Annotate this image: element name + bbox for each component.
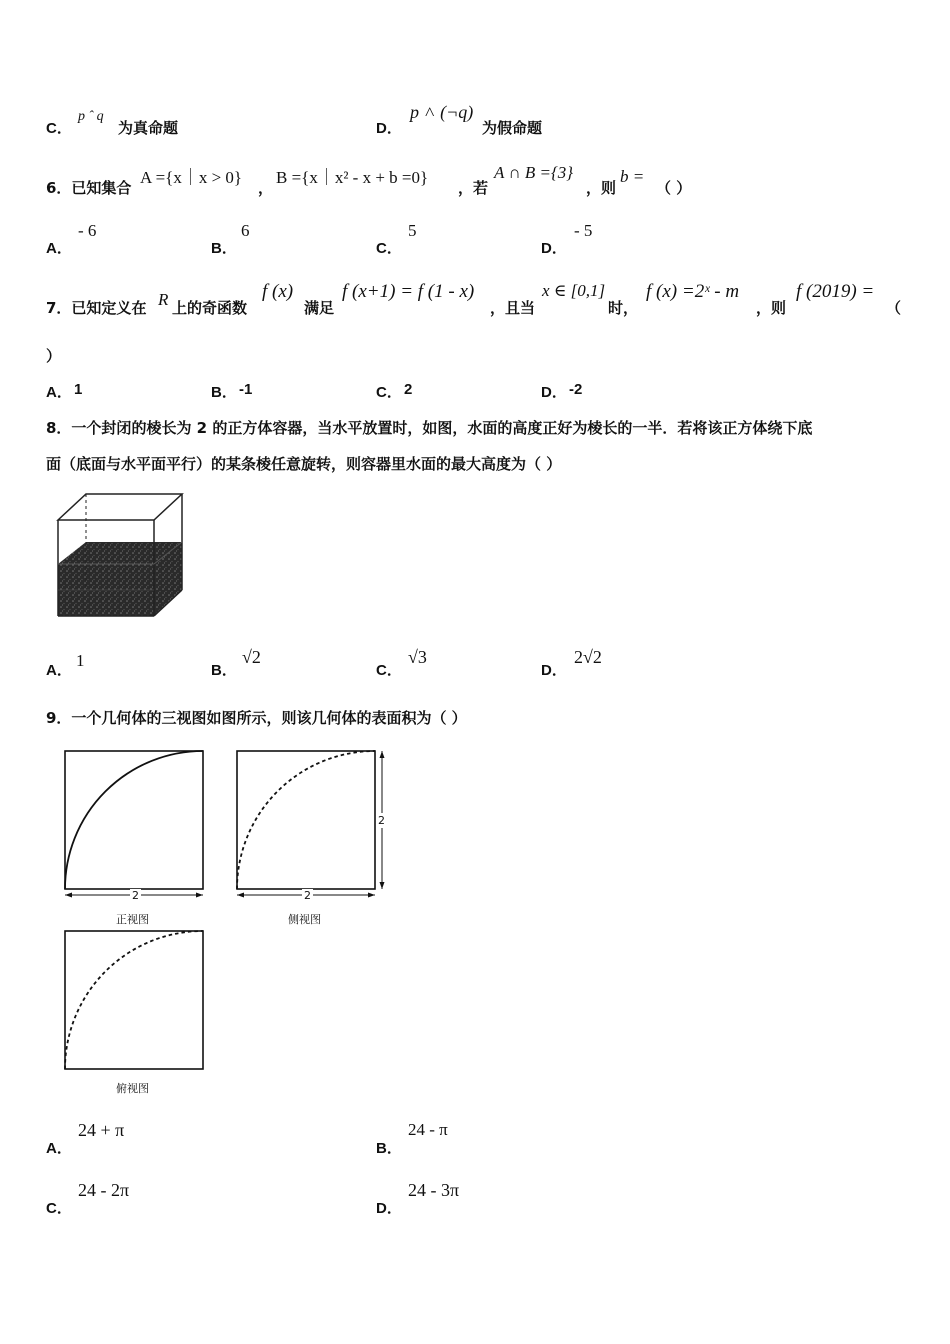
side-view-figure — [234, 748, 390, 900]
q7-stem-satisfy: 满足 — [304, 299, 335, 317]
q7-stem-and-when: ，且当 — [490, 299, 536, 317]
side-view-dimension-right: 2 — [378, 814, 385, 827]
q5-option-d-label: D． — [376, 120, 402, 137]
q8-option-d-value: 2√2 — [574, 647, 602, 667]
q9-option-a-value: 24 + π — [78, 1120, 125, 1140]
top-view-figure — [62, 928, 208, 1074]
q8-option-a-value: 1 — [76, 651, 85, 670]
front-view-caption: 正视图 — [116, 913, 149, 926]
q6-stem-mid: ，若 — [458, 179, 489, 197]
q7-open-paren: （ — [886, 299, 902, 317]
q8-stem-line1: 8．一个封闭的棱长为 2 的正方体容器，当水平放置时，如图，水面的高度正好为棱长的一半．若将该正方体绕下底 — [46, 419, 813, 437]
q7-interval: x ∈ [0,1] — [542, 281, 606, 300]
q8-option-b-value: √2 — [242, 647, 261, 667]
q7-option-d-value: -2 — [569, 381, 583, 398]
q5-option-d-math: p ˄ (¬q) — [410, 102, 474, 122]
q8-option-d-label: D． — [541, 662, 567, 679]
q7-option-a-value: 1 — [74, 381, 83, 398]
q9-option-d-value: 24 - 3π — [408, 1180, 460, 1200]
q6-option-d-value: - 5 — [574, 221, 593, 240]
q7-set-r: R — [158, 290, 169, 309]
q5-option-c-label: C． — [46, 120, 72, 137]
q7-option-d-label: D． — [541, 384, 567, 401]
q7-option-b-label: B． — [211, 384, 237, 401]
q6-stem-then: ，则 — [586, 179, 617, 197]
q7-fx: f (x) — [262, 281, 294, 302]
front-view-figure — [62, 748, 208, 900]
q7-option-c-label: C． — [376, 384, 402, 401]
q9-option-b-value: 24 - π — [408, 1120, 448, 1139]
top-view-caption: 俯视图 — [116, 1082, 149, 1095]
side-view-dimension-bottom: 2 — [304, 889, 311, 902]
q5-option-c-text: 为真命题 — [118, 119, 179, 137]
q7-option-a-label: A． — [46, 384, 72, 401]
q9-option-a-label: A． — [46, 1140, 72, 1157]
q7-stem-odd: 上的奇函数 — [172, 299, 248, 317]
q7-target: f (2019) = — [796, 281, 875, 302]
q9-stem: 9．一个几何体的三视图如图所示，则该几何体的表面积为（ ） — [46, 709, 467, 727]
q6-var-b: b = — [620, 167, 645, 186]
q6-stem-prefix: 6．已知集合 — [46, 179, 132, 197]
q5-option-c-math: p ˆ q — [78, 109, 104, 124]
q8-option-c-value: √3 — [408, 647, 427, 667]
q9-option-b-label: B． — [376, 1140, 402, 1157]
q7-stem-then: ，则 — [756, 299, 787, 317]
q6-option-c-value: 5 — [408, 221, 417, 240]
q7-stem-when: 时， — [608, 299, 639, 317]
q6-option-a-value: - 6 — [78, 221, 97, 240]
q7-condition: f (x+1) = f (1 - x) — [342, 281, 475, 302]
q8-option-c-label: C． — [376, 662, 402, 679]
q6-set-b: B ={x｜x² - x + b =0} — [276, 168, 429, 187]
q6-comma: ， — [258, 179, 274, 197]
front-view-dimension: 2 — [132, 889, 139, 902]
q7-definition: f (x) =2ˣ - m — [646, 281, 740, 302]
q6-option-b-value: 6 — [241, 221, 250, 240]
q9-option-c-value: 24 - 2π — [78, 1180, 130, 1200]
q6-intersection: A ∩ B ={3} — [494, 163, 574, 182]
q6-option-a-label: A． — [46, 240, 72, 257]
cube-water-figure — [54, 492, 186, 620]
q7-option-c-value: 2 — [404, 381, 413, 398]
side-view-caption: 侧视图 — [288, 913, 321, 926]
q8-option-a-label: A． — [46, 662, 72, 679]
q8-stem-line2: 面（底面与水平面平行）的某条棱任意旋转，则容器里水面的最大高度为（ ） — [46, 455, 562, 473]
q8-option-b-label: B． — [211, 662, 237, 679]
q9-option-c-label: C． — [46, 1200, 72, 1217]
q6-option-d-label: D． — [541, 240, 567, 257]
q6-option-b-label: B． — [211, 240, 237, 257]
q7-option-b-value: -1 — [239, 381, 253, 398]
q6-set-a: A ={x｜x > 0} — [140, 168, 243, 187]
q9-option-d-label: D． — [376, 1200, 402, 1217]
q7-stem-prefix: 7．已知定义在 — [46, 299, 147, 317]
q5-option-d-text: 为假命题 — [482, 119, 543, 137]
q7-close-paren: ） — [46, 347, 62, 365]
q6-option-c-label: C． — [376, 240, 402, 257]
q6-paren: （ ） — [656, 179, 692, 197]
